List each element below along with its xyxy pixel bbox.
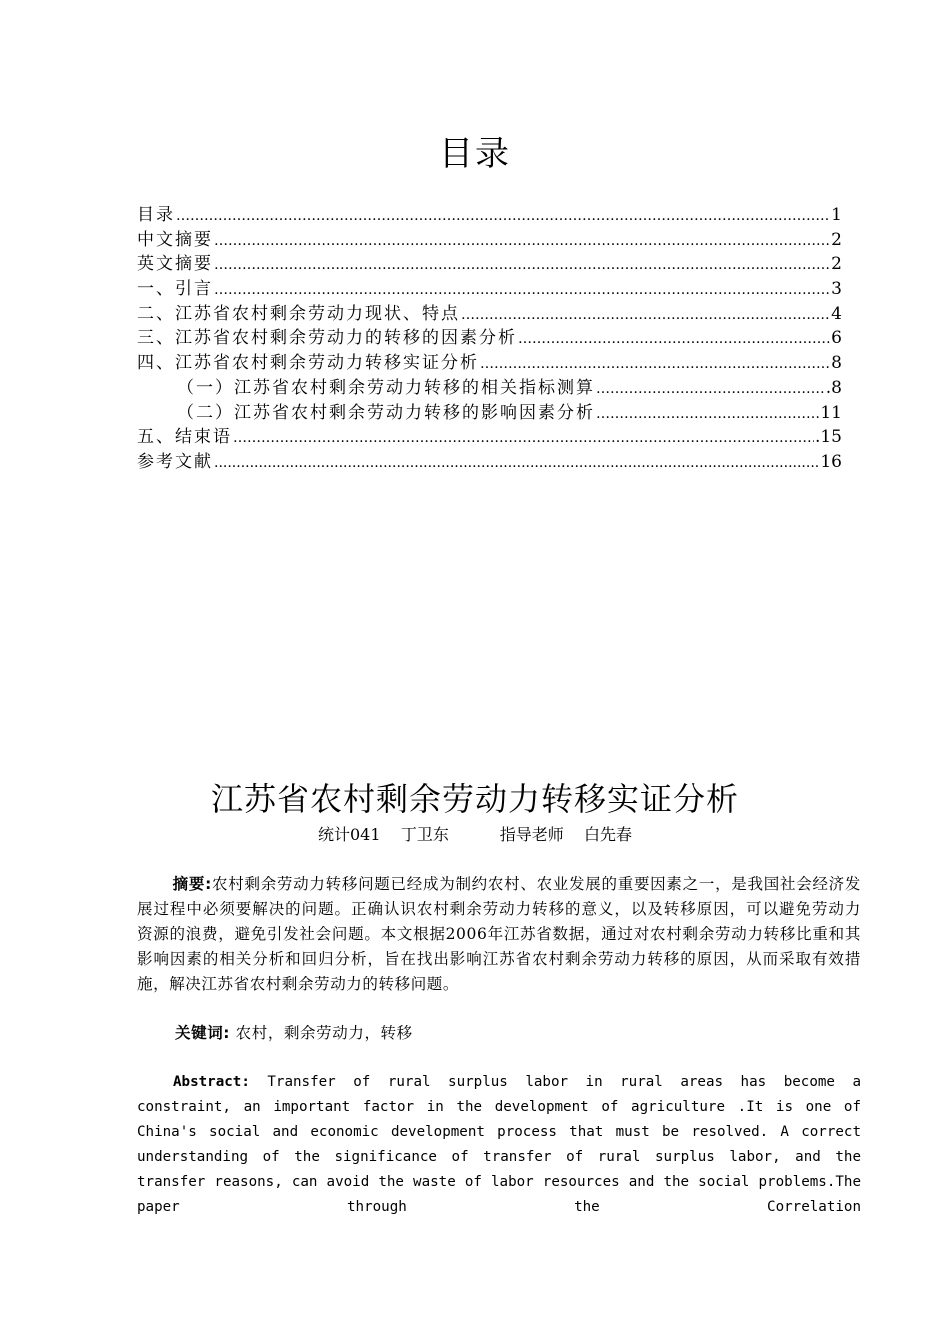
toc-entry[interactable] — [137, 422, 842, 447]
toc-entry-label: 中文摘要 — [137, 229, 213, 250]
toc-leader-dots — [214, 257, 830, 273]
toc-entry-page: 6 — [831, 328, 842, 349]
toc-entry[interactable] — [137, 299, 842, 324]
toc-entry-page: 16 — [820, 451, 842, 472]
toc-entry-page: 8 — [831, 353, 842, 374]
toc-entry[interactable] — [137, 323, 842, 348]
abstract-en-text: Transfer of rural surplus labor in rural areas has become a constraint, an important factor in the development of agriculture .It is one of China's social and economic development process that must be resolved. A correct understanding of the significance of transfer of rural surplus labor, and the transfer reasons, can avoid the waste of labor resources and the social problems.The paper through the Correlation — [137, 1074, 861, 1215]
toc-entry[interactable] — [137, 225, 842, 250]
abstract-text: 农村剩余劳动力转移问题已经成为制约农村、农业发展的重要因素之一，是我国社会经济发展过程中必须要解决的问题。正确认识农村剩余劳动力转移的意义，以及转移原因，可以避免劳动力资源的浪费，避免引发社会问题。本文根据2006年江苏省数据，通过对农村剩余劳动力转移比重和其影响因素的相关分析和回归分析，旨在找出影响江苏省农村剩余劳动力转移的原因，从而采取有效措施，解决江苏省农村剩余劳动力的转移问题。 — [137, 875, 861, 993]
toc-entry-label: （二）江苏省农村剩余劳动力转移的影响因素分析 — [177, 402, 595, 423]
keywords-label: 关键词: — [175, 1024, 231, 1042]
toc-leader-dots — [461, 307, 830, 323]
paper-title: 江苏省农村剩余劳动力转移实证分析 — [210, 780, 739, 818]
toc-title: 目录 — [439, 134, 511, 174]
toc-entry-label: 一、引言 — [137, 279, 213, 300]
toc-entry[interactable] — [137, 447, 842, 472]
toc-leader-dots — [596, 406, 819, 422]
toc-leader-dots — [233, 430, 814, 446]
toc-entry-label: 五、结束语 — [137, 427, 232, 448]
toc-entry-label: （一）江苏省农村剩余劳动力转移的相关指标测算 — [177, 377, 595, 398]
toc-entry-label: 四、江苏省农村剩余劳动力转移实证分析 — [137, 353, 479, 374]
toc-entry-page: 2 — [831, 254, 842, 275]
toc-entry-page: 4 — [831, 303, 842, 324]
abstract-en-label: Abstract: — [173, 1074, 250, 1090]
toc-entry-label: 英文摘要 — [137, 254, 213, 275]
toc-leader-dots — [214, 233, 830, 249]
toc-entry-page: .8 — [825, 377, 842, 398]
toc-entry-label: 二、江苏省农村剩余劳动力现状、特点 — [137, 303, 460, 324]
toc-entry[interactable] — [137, 348, 842, 373]
toc-leader-dots — [176, 208, 830, 224]
toc-entry-page: 1 — [831, 205, 842, 225]
toc-entry-label: 目录 — [137, 205, 175, 225]
table-of-contents — [137, 200, 842, 472]
toc-leader-dots — [214, 455, 819, 471]
toc-leader-dots — [480, 356, 830, 372]
keywords — [175, 1021, 865, 1046]
toc-entry[interactable] — [137, 249, 842, 274]
author-byline: 统计041 丁卫东 指导老师 白先春 — [317, 825, 633, 844]
toc-leader-dots — [596, 381, 825, 397]
toc-entry-label: 三、江苏省农村剩余劳动力的转移的因素分析 — [137, 328, 517, 349]
toc-entry-label: 参考文献 — [137, 451, 213, 472]
abstract-label: 摘要: — [172, 875, 212, 893]
toc-entry-page: .15 — [814, 427, 842, 448]
toc-leader-dots — [518, 331, 830, 347]
toc-leader-dots — [214, 282, 830, 298]
toc-subentry[interactable] — [137, 373, 842, 398]
toc-entry[interactable] — [137, 274, 842, 299]
toc-entry[interactable] — [137, 200, 842, 225]
toc-subentry[interactable] — [137, 398, 842, 423]
toc-entry-page: 3 — [831, 279, 842, 300]
toc-entry-page: 2 — [831, 229, 842, 250]
chinese-abstract — [137, 872, 861, 997]
keywords-text: 农村，剩余劳动力，转移 — [235, 1024, 413, 1042]
english-abstract — [137, 1070, 861, 1220]
toc-entry-page: 11 — [820, 402, 842, 423]
